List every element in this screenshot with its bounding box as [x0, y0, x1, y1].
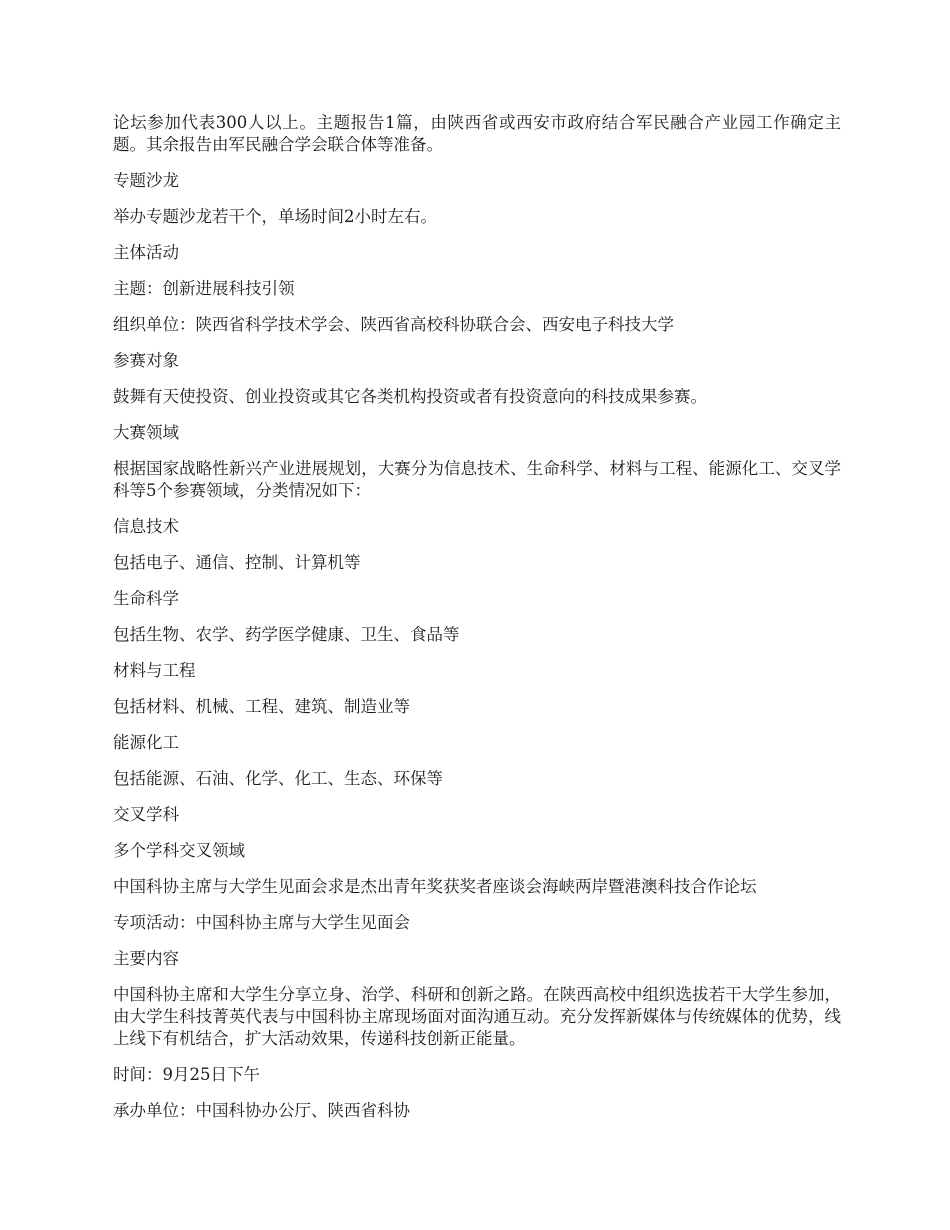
paragraph-materials: 包括材料、机械、工程、建筑、制造业等	[113, 697, 410, 716]
paragraph-host: 承办单位：中国科协办公厅、陕西省科协	[113, 1101, 410, 1120]
heading-main-content: 主要内容	[113, 949, 179, 968]
heading-salon: 专题沙龙	[113, 171, 179, 190]
heading-materials: 材料与工程	[113, 661, 196, 680]
paragraph-theme: 主题：创新进展科技引领	[113, 279, 295, 298]
document-body	[113, 112, 841, 1136]
paragraph-special-activity: 专项活动：中国科协主席与大学生见面会	[113, 913, 410, 932]
paragraph-forum-intro: 论坛参加代表300人以上。主题报告1篇，由陕西省或西安市政府结合军民融合产业园工作确定主题。其余报告由军民融合学会联合体等准备。	[113, 113, 841, 154]
paragraph-organizers: 组织单位：陕西省科学技术学会、陕西省高校科协联合会、西安电子科技大学	[113, 315, 674, 334]
heading-life-science: 生命科学	[113, 589, 179, 608]
paragraph-life-science: 包括生物、农学、药学医学健康、卫生、食品等	[113, 625, 460, 644]
paragraph-it: 包括电子、通信、控制、计算机等	[113, 553, 361, 572]
heading-interdisciplinary: 交叉学科	[113, 805, 179, 824]
paragraph-participants: 鼓舞有天使投资、创业投资或其它各类机构投资或者有投资意向的科技成果参赛。	[113, 387, 707, 406]
heading-participants: 参赛对象	[113, 351, 179, 370]
paragraph-energy: 包括能源、石油、化学、化工、生态、环保等	[113, 769, 443, 788]
heading-it: 信息技术	[113, 517, 179, 536]
paragraph-main-content: 中国科协主席和大学生分享立身、治学、科研和创新之路。在陕西高校中组织选拔若干大学生参加，由大学生科技菁英代表与中国科协主席现场面对面沟通互动。充分发挥新媒体与传统媒体的优势，线上线下有机结合，扩大活动效果，传递科技创新正能量。	[113, 985, 841, 1048]
heading-energy: 能源化工	[113, 733, 179, 752]
paragraph-events-list: 中国科协主席与大学生见面会求是杰出青年奖获奖者座谈会海峡两岸暨港澳科技合作论坛	[113, 877, 757, 896]
heading-main-activity: 主体活动	[113, 243, 179, 262]
paragraph-time: 时间：9月25日下午	[113, 1065, 260, 1084]
paragraph-salon: 举办专题沙龙若干个，单场时间2小时左右。	[113, 207, 437, 226]
paragraph-interdisciplinary: 多个学科交叉领域	[113, 841, 245, 860]
heading-fields: 大赛领域	[113, 423, 179, 442]
paragraph-fields: 根据国家战略性新兴产业进展规划，大赛分为信息技术、生命科学、材料与工程、能源化工、交叉学科等5个参赛领域，分类情况如下：	[113, 459, 841, 500]
